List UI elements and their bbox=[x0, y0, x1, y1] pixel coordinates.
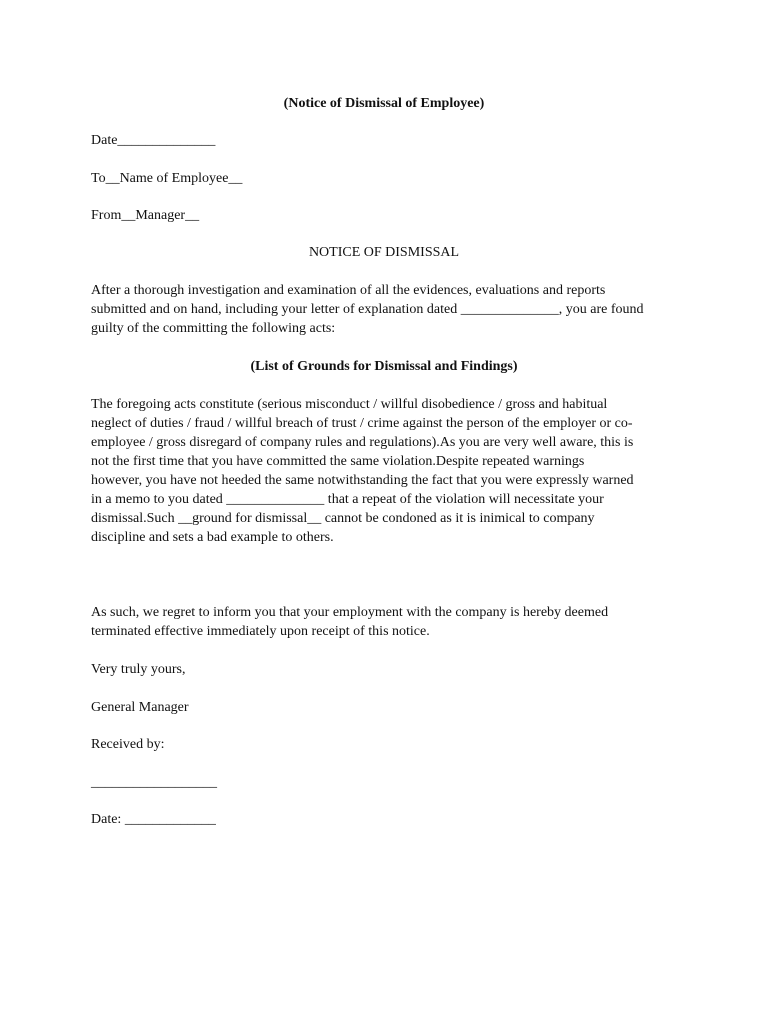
body-line: in a memo to you dated ______________ that a repeat of the violation will necessitate your bbox=[91, 492, 604, 507]
signatory-title: General Manager bbox=[91, 700, 189, 715]
body-line: employee / gross disregard of company rules and regulations).As you are very well aware, this is bbox=[91, 435, 634, 450]
intro-line: guilty of the committing the following acts: bbox=[91, 321, 336, 336]
intro-line: After a thorough investigation and examination of all the evidences, evaluations and reports bbox=[91, 283, 606, 298]
body-line: neglect of duties / fraud / willful breach of trust / crime against the person of the employer or co- bbox=[91, 416, 633, 431]
to-field-line: To__Name of Employee__ bbox=[91, 171, 243, 186]
body-line: discipline and sets a bad example to others. bbox=[91, 530, 334, 545]
grounds-heading: (List of Grounds for Dismissal and Findings) bbox=[250, 359, 518, 374]
body-line: dismissal.Such __ground for dismissal__ cannot be condoned as it is inimical to company bbox=[91, 511, 595, 526]
body-line: The foregoing acts constitute (serious misconduct / willful disobedience / gross and habitual bbox=[91, 397, 608, 412]
date-field-line: Date______________ bbox=[91, 133, 216, 148]
body-paragraph bbox=[91, 395, 681, 547]
body-line: however, you have not heeded the same notwithstanding the fact that you were expressly warned bbox=[91, 473, 634, 488]
footer-date-line: Date: _____________ bbox=[91, 812, 216, 827]
received-by-label: Received by: bbox=[91, 737, 165, 752]
notice-title: NOTICE OF DISMISSAL bbox=[308, 245, 460, 260]
signature-line: __________________ bbox=[91, 775, 217, 790]
termination-line: As such, we regret to inform you that your employment with the company is hereby deemed bbox=[91, 605, 609, 620]
document-header-title: (Notice of Dismissal of Employee) bbox=[283, 96, 485, 111]
termination-line: terminated effective immediately upon receipt of this notice. bbox=[91, 624, 430, 639]
intro-line: submitted and on hand, including your letter of explanation dated ______________, you are found bbox=[91, 302, 644, 317]
intro-paragraph bbox=[91, 281, 681, 338]
from-field-line: From__Manager__ bbox=[91, 208, 200, 223]
closing-salutation: Very truly yours, bbox=[91, 662, 186, 677]
termination-paragraph bbox=[91, 603, 681, 641]
body-line: not the first time that you have committed the same violation.Despite repeated warnings bbox=[91, 454, 585, 469]
